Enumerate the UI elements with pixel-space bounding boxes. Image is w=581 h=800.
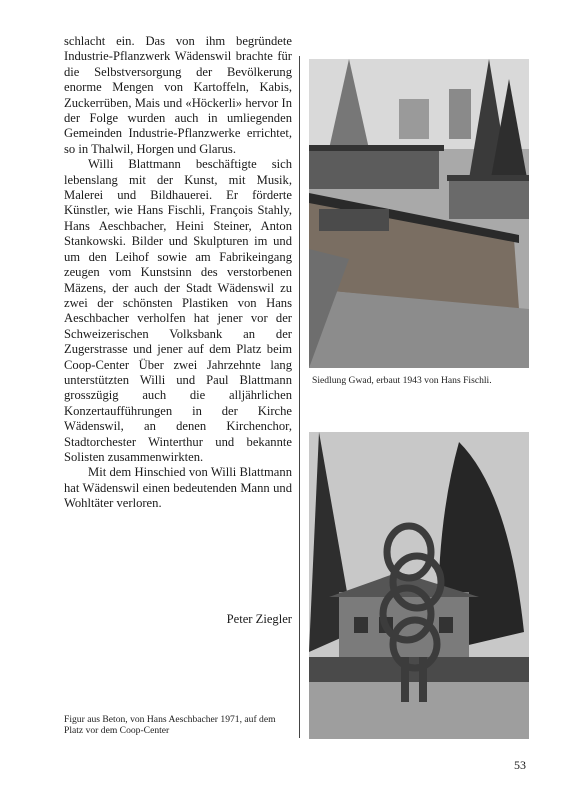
paragraph-2: Willi Blattmann beschäftigte sich lebenslang mit der Kunst, mit Musik, Malerei und Bildhauerei. Er förderte Künstler, wie Hans Fischli, François Stahly, Hans Aeschbacher, Heini Steiner, Anton Stankowski. Bilder und Skulpturen im und um den Leihof sowie am Fabrikeingang zeugen vom Kunstsinn des verstorbenen Mäzens, der auch der Stadt Wädenswil zu zwei der schönsten Plastiken von Hans Aeschbacher verholfen hat jener vor der Schweizerischen Volksbank an der Zugerstrasse und jener auf dem Platz beim Coop-Center Über zwei Jahrzehnte lang unterstützten Willi und Paul Blattmann grosszügig auch die alljährlichen Konzertaufführungen in der Kirche Wädenswil, an denen Kirchenchor, Stadtorchester Winterthur und bekannte Solisten zusammenwirkten. (64, 157, 292, 464)
paragraph-1: schlacht ein. Das von ihm begründete Industrie-Pflanzwerk Wädenswil brachte für die Selbstversorgung der Bevölkerung enorme Mengen von Kartoffeln, Kabis, Zuckerrüben, Mais und «Höckerli» hervor In der Folge wurden auch in umliegenden Gemeinden Industrie-Pflanzwerke errichtet, so in Thalwil, Horgen und Glarus. (64, 34, 292, 156)
photo-siedlung-gwad (309, 59, 529, 368)
top-photo-caption: Siedlung Gwad, erbaut 1943 von Hans Fischli. (312, 375, 492, 386)
page-number: 53 (514, 758, 526, 772)
paragraph-3: Mit dem Hinschied von Willi Blattmann hat Wädenswil einen bedeutenden Mann und Wohltäter verloren. (64, 465, 292, 511)
article-text-column (64, 34, 292, 512)
bottom-photo-caption: Figur aus Beton, von Hans Aeschbacher 1971, auf dem Platz vor dem Coop-Center (64, 714, 276, 736)
photo-aeschbacher-sculpture (309, 432, 529, 739)
column-divider (299, 56, 300, 738)
author-signature: Peter Ziegler (226, 612, 292, 626)
